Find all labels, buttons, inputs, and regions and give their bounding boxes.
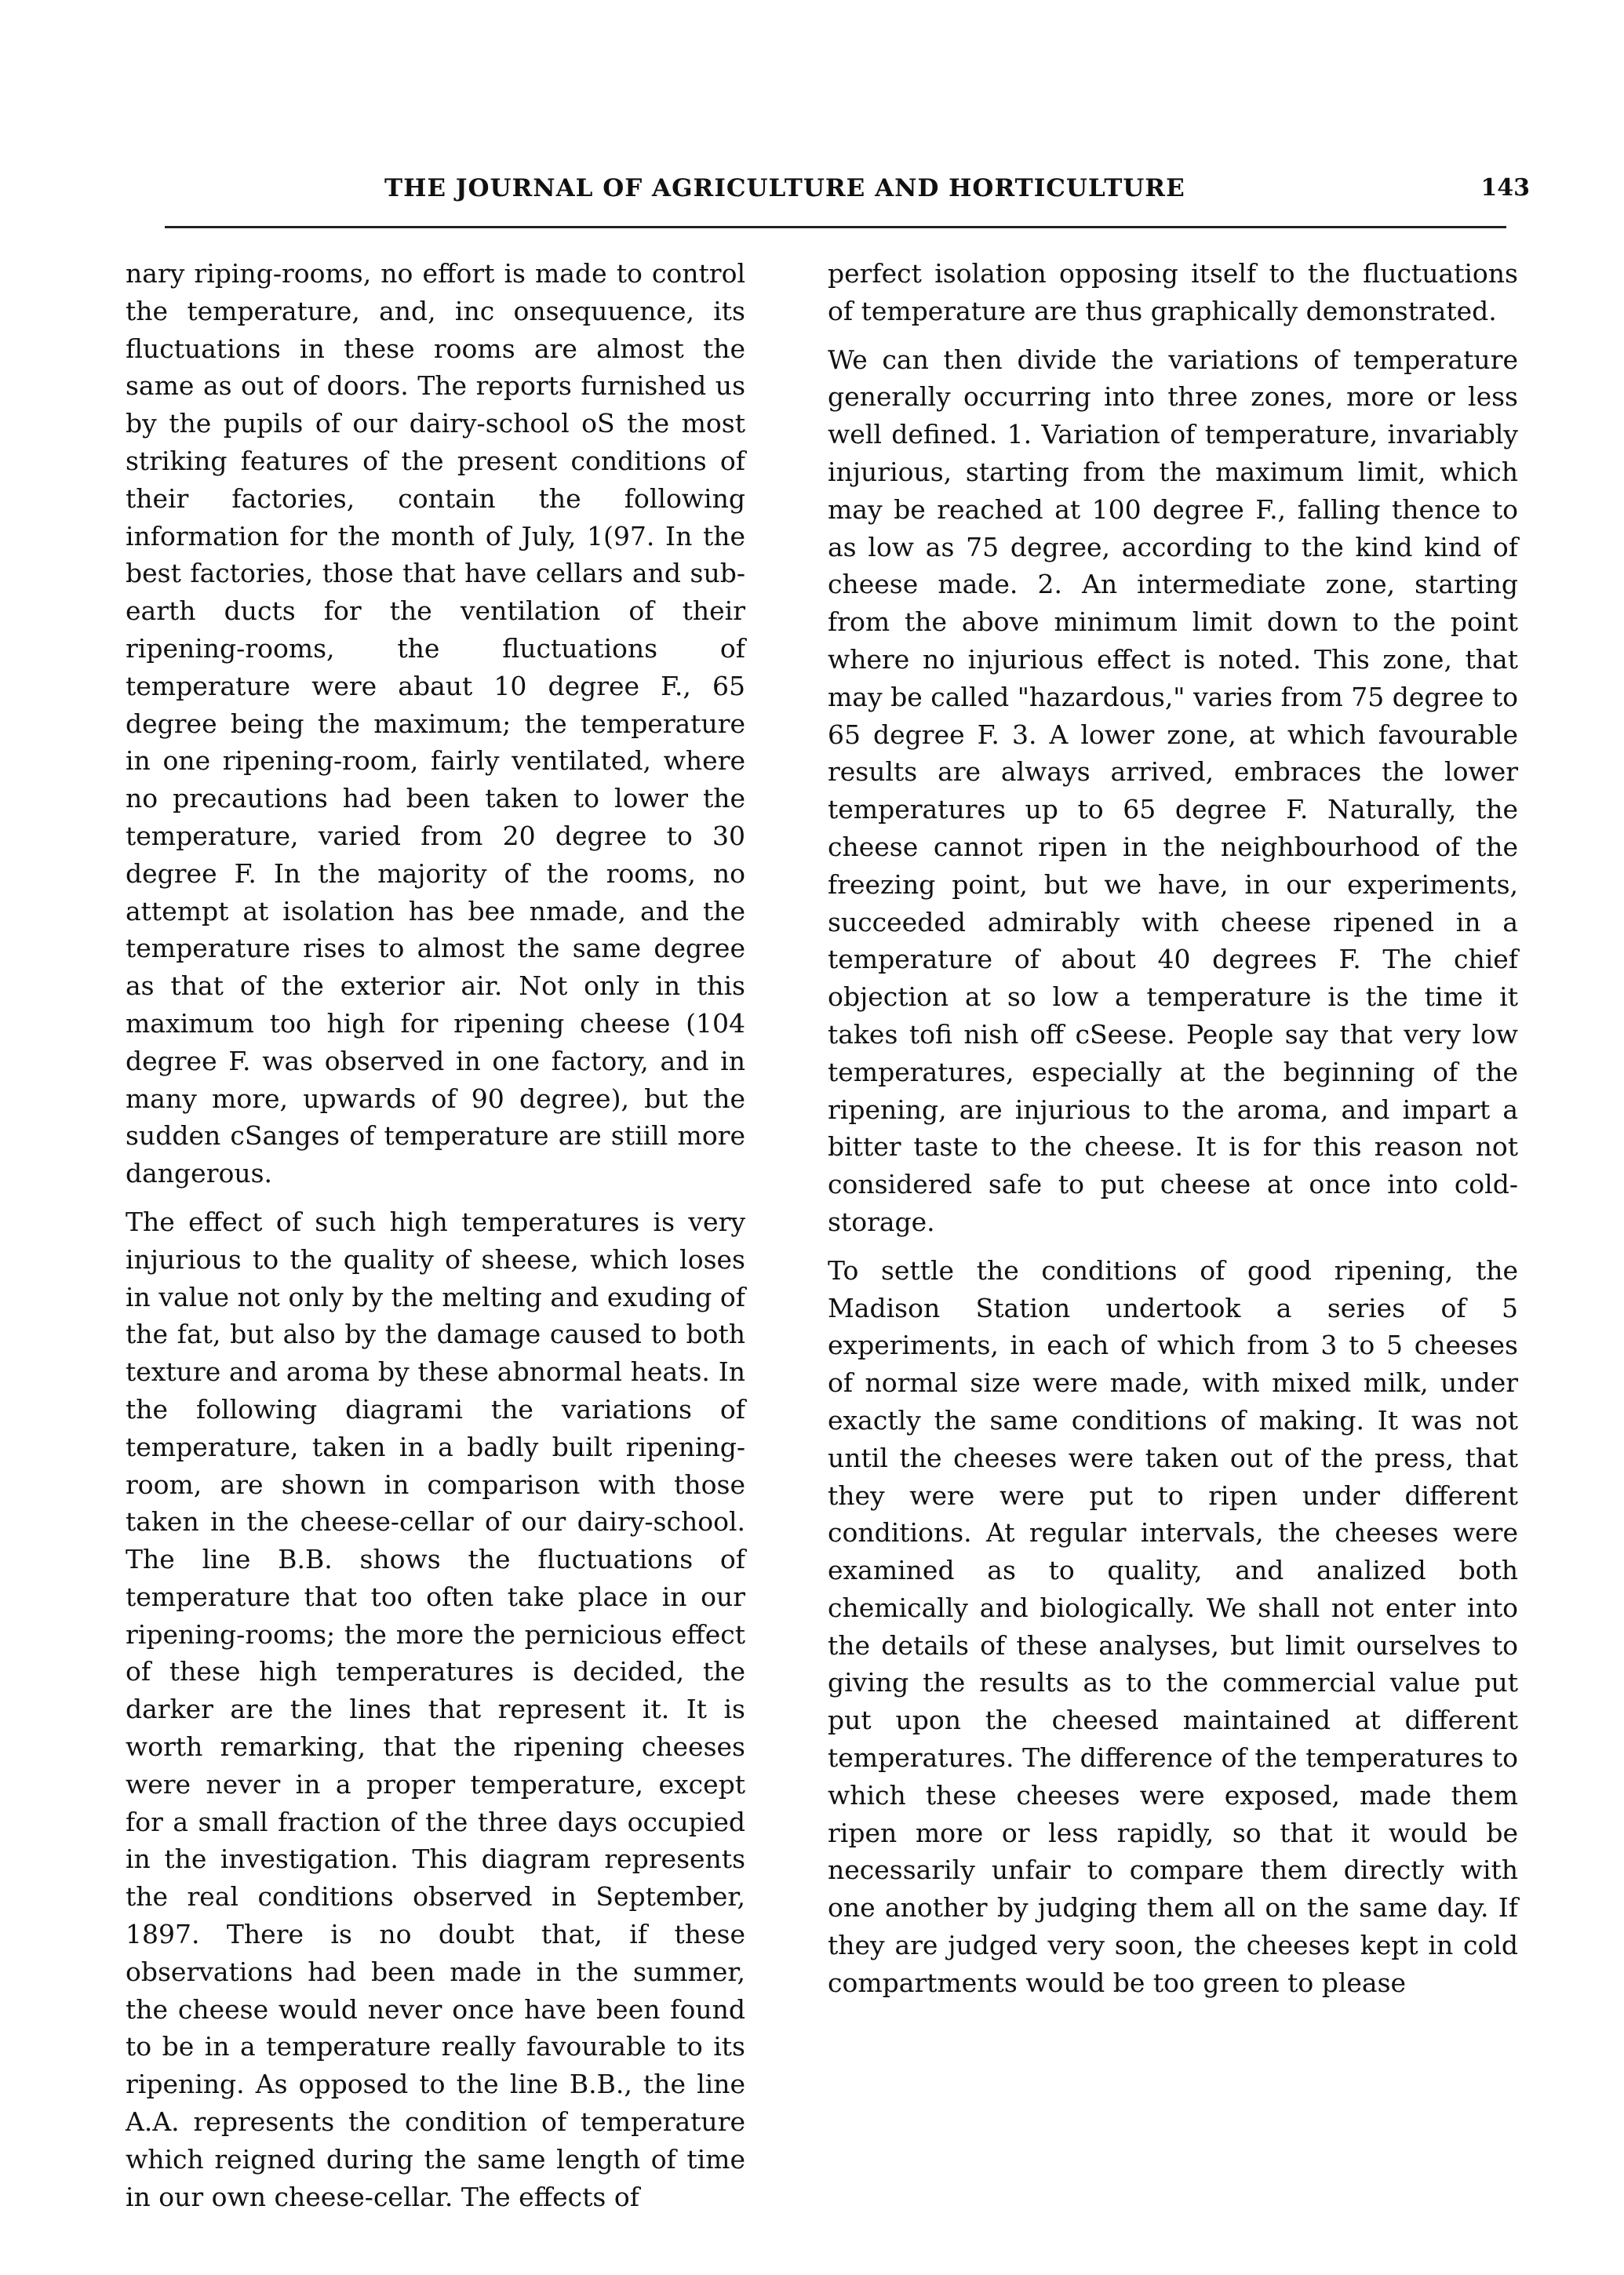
running-header [165,174,1530,213]
paragraph: nary riping-rooms, no effort is made to control the temperature, and, inc onsequuence, its fluctuations in these rooms are almost the same as out of doors. The reports furnished us by the pupils of our dairy-school oS the most striking features of the present conditions of their factories, contain the following information for the month of July, 1(97. In the best factories, those that have cellars and sub-earth ducts for the ventilation of their ripening-rooms, the fluctuations of temperature were abaut 10 degree F., 65 degree being the maximum; the temperature in one ripening-room, fairly ventilated, where no precautions had been taken to lower the temperature, varied from 20 degree to 30 degree F. In the majority of the rooms, no attempt at isolation has bee nmade, and the temperature rises to almost the same degree as that of the exterior air. Not only in this maximum too high for ripening cheese (104 degree F. was observed in one factory, and in many more, upwards of 90 degree), but the sudden cSanges of temperature are stiill more dangerous. [126,258,745,1189]
header-rule [165,226,1506,228]
right-column [828,255,1518,2002]
page-number: 143 [1480,174,1530,202]
left-column [126,255,745,2215]
running-title: THE JOURNAL OF AGRICULTURE AND HORTICULTURE [384,174,1185,202]
paragraph: To settle the conditions of good ripening, the Madison Station undertook a series of 5 experiments, in each of which from 3 to 5 cheeses of normal size were made, with mixed milk, under exactly the same conditions of making. It was not until the cheeses were taken out of the press, that they were were put to ripen under different conditions. At regular intervals, the cheeses were examined as to quality, and analized both chemically and biologically. We shall not enter into the details of these analyses, but limit ourselves to giving the results as to the commercial value put put upon the cheesed maintained at different temperatures. The difference of the temperatures to which these cheeses were exposed, made them ripen more or less rapidly, so that it would be necessarily unfair to compare them directly with one another by judging them all on the same day. If they are judged very soon, the cheeses kept in cold compartments would be too green to please [828,1254,1518,1998]
paragraph: We can then divide the variations of temperature generally occurring into three zones, more or less well defined. 1. Variation of temperature, invariably injurious, starting from the maximum limit, which may be reached at 100 degree F., falling thence to as low as 75 degree, according to the kind kind of cheese made. 2. An intermediate zone, starting from the above minimum limit down to the point where no injurious effect is noted. This zone, that may be called "hazardous," varies from 75 degree to 65 degree F. 3. A lower zone, at which favourable results are always arrived, embraces the lower temperatures up to 65 degree F. Naturally, the cheese cannot ripen in the neighbourhood of the freezing point, but we have, in our experiments, succeeded admirably with cheese ripened in a temperature of about 40 degrees F. The chief objection at so low a temperature is the time it takes tofi nish off cSeese. People say that very low temperatures, especially at the beginning of the ripening, are injurious to the aroma, and impart a bitter taste to the cheese. It is for this reason not considered safe to put cheese at once into cold-storage. [828,344,1518,1237]
paragraph: The effect of such high temperatures is very injurious to the quality of sheese, which loses in value not only by the melting and exuding of the fat, but also by the damage caused to both texture and aroma by these abnormal heats. In the following diagrami the variations of temperature, taken in a badly built ripening-room, are shown in comparison with those taken in the cheese-cellar of our dairy-school. The line B.B. shows the fluctuations of temperature that too often take place in our ripening-rooms; the more the pernicious effect of these high temperatures is decided, the darker are the lines that represent it. It is worth remarking, that the ripening cheeses were never in a proper temperature, except for a small fraction of the three days occupied in the investigation. This diagram represents the real conditions observed in September, 1897. There is no doubt that, if these observations had been made in the summer, the cheese would never once have been found to be in a temperature really favourable to its ripening. As opposed to the line B.B., the line A.A. represents the condition of temperature which reigned during the same length of time in our own cheese-cellar. The effects of [126,1206,745,2212]
paragraph: perfect isolation opposing itself to the fluctuations of temperature are thus graphically demonstrated. [828,258,1518,326]
